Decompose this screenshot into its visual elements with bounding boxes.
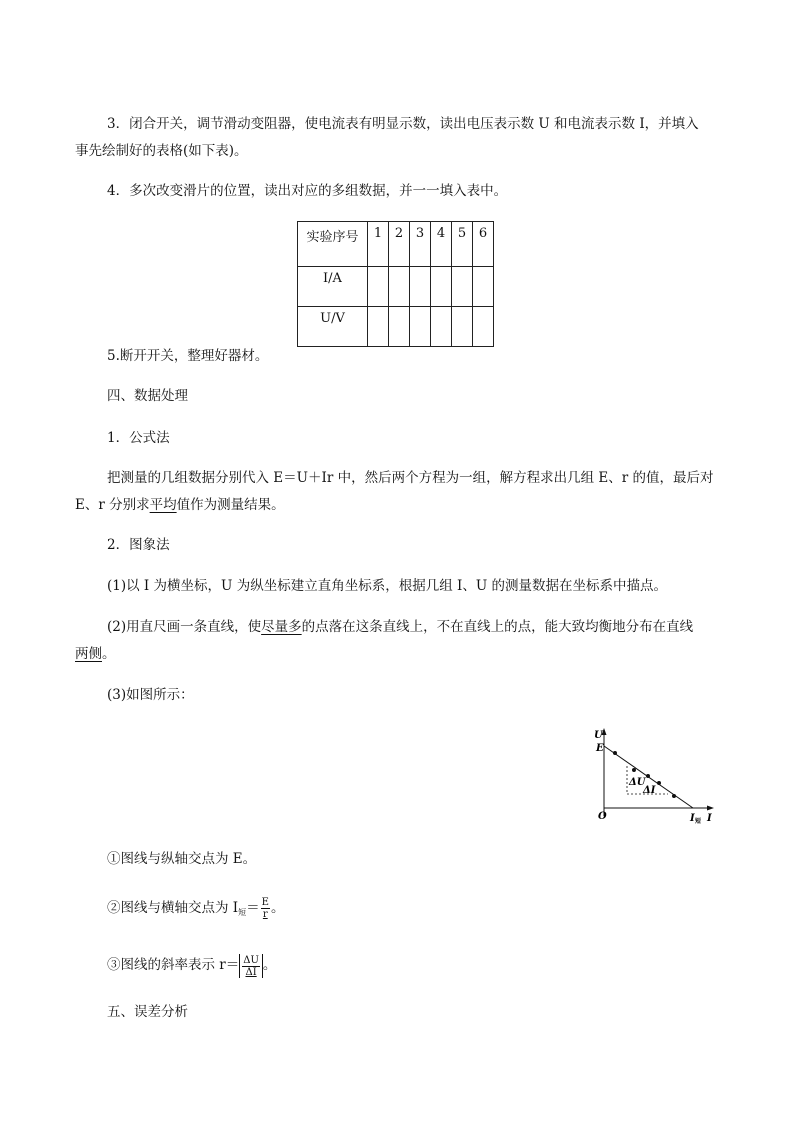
origin-label: O bbox=[598, 811, 607, 822]
table-cell bbox=[368, 307, 389, 347]
table-cell bbox=[473, 307, 494, 347]
r2-num: E bbox=[261, 897, 269, 908]
table-col-3: 3 bbox=[410, 222, 431, 267]
table-cell bbox=[473, 267, 494, 307]
method1-title: 1．公式法 bbox=[107, 430, 170, 446]
table-cell bbox=[431, 267, 452, 307]
table-col-2: 2 bbox=[389, 222, 410, 267]
intercept-i-label: I bbox=[690, 813, 695, 824]
result-2 bbox=[107, 896, 284, 925]
method1-line2 bbox=[75, 495, 285, 515]
data-point bbox=[657, 781, 661, 785]
table-col-5: 5 bbox=[452, 222, 473, 267]
p2-c: 。 bbox=[102, 646, 116, 662]
r3-den: ΔI bbox=[245, 966, 257, 978]
r2-end: 。 bbox=[270, 900, 285, 916]
table-cell bbox=[452, 307, 473, 347]
r2-eq: ＝ bbox=[246, 900, 260, 916]
r3-num: ΔU bbox=[243, 954, 259, 966]
p2-u2: 两侧 bbox=[75, 646, 102, 662]
step3-line1: 3．闭合开关，调节滑动变阻器，使电流表有明显示数，读出电压表示数 U 和电流表示数 I，并填入 bbox=[107, 116, 699, 132]
table-cell bbox=[389, 307, 410, 347]
method2-p1: (1)以 I 为横坐标，U 为纵坐标建立直角坐标系，根据几组 I、U 的测量数据在坐标系中描点。 bbox=[107, 578, 667, 594]
method2-p3: (3)如图所示： bbox=[107, 687, 194, 703]
r3-end: 。 bbox=[262, 957, 277, 973]
r3-abs bbox=[239, 954, 263, 978]
result-1: ①图线与纵轴交点为 E。 bbox=[107, 851, 257, 867]
table-cell bbox=[410, 267, 431, 307]
p2-a: (2)用直尺画一条直线，使 bbox=[107, 619, 262, 635]
section4-heading: 四、数据处理 bbox=[107, 388, 188, 404]
r3-prefix: ③图线的斜率表示 r＝ bbox=[107, 957, 240, 973]
table-header-label: 实验序号 bbox=[298, 222, 368, 267]
delta-i-label: ΔI bbox=[643, 785, 656, 796]
table-row bbox=[298, 267, 494, 307]
table-col-4: 4 bbox=[431, 222, 452, 267]
method2-title: 2．图象法 bbox=[107, 537, 170, 553]
table-cell bbox=[452, 267, 473, 307]
delta-u-label: ΔU bbox=[629, 777, 646, 788]
method1-line1: 把测量的几组数据分别代入 E＝U＋Ir 中，然后两个方程为一组，解方程求出几组 E、r 的值，最后对 bbox=[107, 470, 714, 486]
table-row-label-voltage: U/V bbox=[298, 307, 368, 347]
u-i-graph bbox=[590, 724, 722, 826]
table-cell bbox=[410, 307, 431, 347]
method1-underlined: 平均 bbox=[149, 497, 177, 513]
p2-u1: 尽量多 bbox=[261, 619, 302, 635]
x-axis-arrow-icon bbox=[707, 806, 714, 811]
r2-den: r bbox=[262, 909, 268, 920]
data-table bbox=[297, 221, 494, 347]
step5: 5.断开开关，整理好器材。 bbox=[107, 348, 269, 364]
p2-b: 的点落在这条直线上，不在直线上的点，能大致均衡地分布在直线 bbox=[301, 619, 694, 635]
r3-fraction bbox=[242, 955, 260, 978]
data-point bbox=[632, 768, 636, 772]
r2-sub: 短 bbox=[238, 908, 247, 917]
method1-prefix: E、r 分别求 bbox=[75, 497, 150, 513]
data-point bbox=[672, 794, 676, 798]
table-cell bbox=[368, 267, 389, 307]
x-axis-label: I bbox=[707, 813, 712, 824]
table-row-label-current: I/A bbox=[298, 267, 368, 307]
table-header-row bbox=[298, 222, 494, 267]
section5-heading: 五、误差分析 bbox=[107, 1004, 188, 1020]
r2-prefix: ②图线与横轴交点为 I bbox=[107, 900, 239, 916]
method2-p2-line2 bbox=[75, 644, 116, 664]
method2-p2-line1 bbox=[107, 617, 693, 637]
r2-fraction bbox=[261, 897, 270, 920]
table-cell bbox=[389, 267, 410, 307]
table-cell bbox=[431, 307, 452, 347]
step3-line2: 事先绘制好的表格(如下表)。 bbox=[75, 143, 248, 159]
data-point bbox=[646, 774, 650, 778]
result-3 bbox=[107, 953, 276, 978]
intercept-i-sub: 短 bbox=[695, 818, 702, 825]
table-row bbox=[298, 307, 494, 347]
method1-suffix: 值作为测量结果。 bbox=[176, 497, 285, 513]
intercept-e-label: E bbox=[596, 743, 604, 754]
data-point bbox=[613, 751, 617, 755]
step4: 4．多次改变滑片的位置，读出对应的多组数据，并一一填入表中。 bbox=[107, 183, 508, 199]
y-axis-label: U bbox=[594, 730, 603, 741]
table-col-1: 1 bbox=[368, 222, 389, 267]
table-col-6: 6 bbox=[473, 222, 494, 267]
